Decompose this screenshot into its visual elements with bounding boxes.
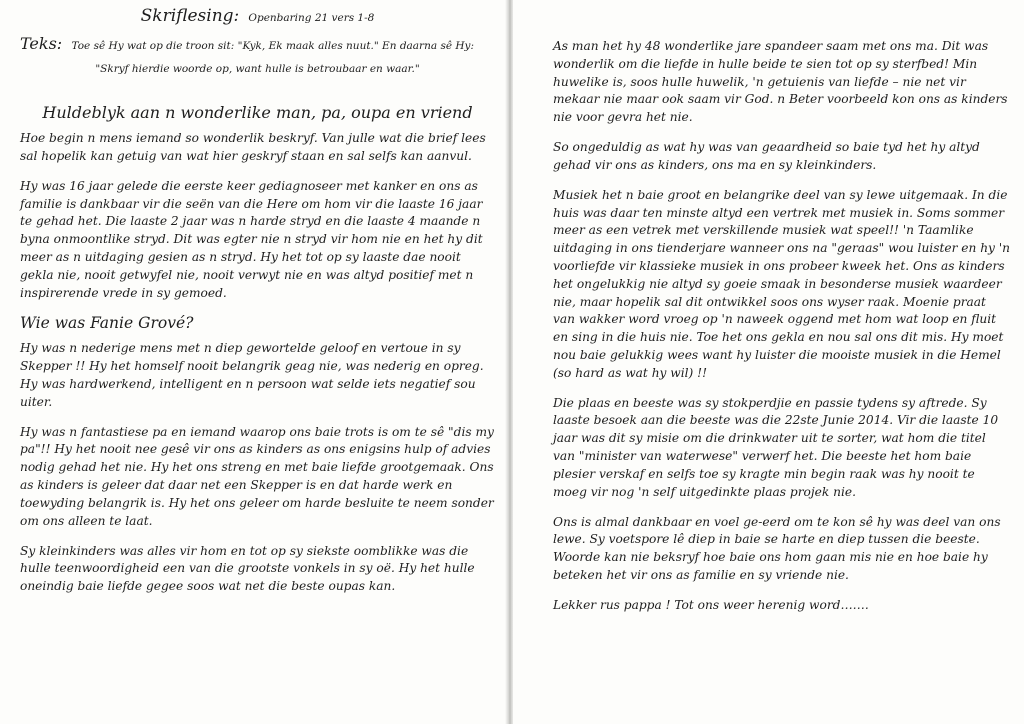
scripture-reading-title: Skriflesing: xyxy=(140,6,240,26)
paragraph: As man het hy 48 wonderlike jare spandeer saam met ons ma. Dit was wonderlik om die liefde in hulle beide te sien tot op sy sterfbed! Min huwelike is, soos hulle huwelik, 'n getuienis van liefde – nie net vir mekaar nie maar ook saam vir God. n Beter voorbeeld kon ons as kinders nie voor gevra het nie. xyxy=(553,39,1008,125)
paragraph: Hoe begin n mens iemand so wonderlik beskryf. Van julle wat die brief lees sal hopelik kan getuig van wat hier geskryf staan en sal selfs kan aanvul. xyxy=(20,131,486,163)
paragraph: Sy kleinkinders was alles vir hom en tot op sy siekste oomblikke was die hulle teenwoordigheid een van die grootste vonkels in sy oë. Hy het hulle oneindig baie liefde gegee soos wat net die beste oupas kan. xyxy=(20,543,475,594)
theme-verse xyxy=(20,32,495,77)
paragraph: Die plaas en beeste was sy stokperdjie en passie tydens sy aftrede. Sy laaste besoek aan die beeste was die 22ste Junie 2014. Vir die laaste 10 jaar was dit sy misie om die drinkwater uit te sorter, wat hom die titel van "minister van waterwese" verwerf het. Die beeste het hom baie plesier verskaf en selfs toe sy kragte min begin raak was hy nooit te moeg vir nog 'n self uitgedinkte plaas projek nie. xyxy=(553,395,999,499)
closing-line: Lekker rus pappa ! Tot ons weer herenig word……. xyxy=(553,597,869,612)
theme-verse-line-2: "Skryf hierdie woorde op, want hulle is betroubaar en waar." xyxy=(95,62,420,75)
paragraph: So ongeduldig as wat hy was van geaardheid so baie tyd het hy altyd gehad vir ons as kinders, ons ma en sy kleinkinders. xyxy=(553,140,980,172)
theme-verse-label: Teks: xyxy=(20,34,63,53)
paragraph: Musiek het n baie groot en belangrike deel van sy lewe uitgemaak. In die huis was daar ten minste altyd een vertrek met musiek in. Soms sommer meer as een vetrek met verskillende musiek wat speel!! 'n Taamlike uitdaging in ons tienderjare wanneer ons na "geraas" wou luister en hy 'n voorliefde vir klassieke musiek in ons probeer kweek het. Ons as kinders het ongelukkig nie altyd sy goeie smaak in besonderse musiek waardeer nie, maar hopelik sal dit ontwikkel soos ons wyser raak. Moenie praat van wakker word vroeg op 'n naweek oggend met hom wat loop en fluit en sing in die huis nie. Toe het ons gekla en nou sal ons dit mis. Hy moet nou baie gelukkig wees want hy luister die mooiste musiek in die Hemel (so hard as wat hy wil) !! xyxy=(553,187,1011,380)
theme-verse-line-1: Toe sê Hy wat op die troon sit: "Kyk, Ek maak alles nuut." En daarna sê Hy: xyxy=(71,40,475,52)
paragraph: Hy was n nederige mens met n diep gewortelde geloof en vertoue in sy Skepper !! Hy het homself nooit belangrik geag nie, was nederig en opreg. Hy was hardwerkend, intelligent en n persoon wat selde iets negatief sou uiter. xyxy=(20,341,484,409)
tribute-heading: Huldeblyk aan n wonderlike man, pa, oupa en vriend xyxy=(42,103,473,123)
section-heading: Wie was Fanie Grové? xyxy=(20,314,194,333)
scripture-reference: Openbaring 21 vers 1-8 xyxy=(248,12,375,24)
left-page xyxy=(0,0,507,724)
right-page xyxy=(513,0,1024,724)
paragraph: Hy was n fantastiese pa en iemand waarop ons baie trots is om te sê "dis my pa"!! Hy het nooit nee gesê vir ons as kinders as ons enigsins hulp of advies nodig gehad het nie. Hy het ons streng en met baie liefde grootgemaak. Ons as kinders is geleer dat daar net een Skepper is en dat harde werk en toewyding belangrik is. Hy het ons geleer om harde besluite te neem sonder om ons alleen te laat. xyxy=(20,424,494,528)
paragraph: Hy was 16 jaar gelede die eerste keer gediagnoseer met kanker en ons as familie is dankbaar vir die seën van die Here om hom vir die laaste 16 jaar te gehad het. Die laaste 2 jaar was n harde stryd en die laaste 4 maande n byna onmoontlike stryd. Dit was egter nie n stryd vir hom nie en het hy dit meer as n uitdaging gesien as n stryd. Hy het tot op sy laaste dae nooit gekla nie, nooit getwyfel nie, nooit verwyt nie en was altyd positief met n inspirerende vrede in sy gemoed. xyxy=(20,178,483,300)
paragraph: Ons is almal dankbaar en voel ge-eerd om te kon sê hy was deel van ons lewe. Sy voetspore lê diep in baie se harte en diep tussen die beeste. Woorde kan nie beksryf hoe baie ons hom gaan mis nie en hoe baie hy beteken het vir ons as familie en sy vriende nie. xyxy=(553,514,1001,582)
scripture-reading-header xyxy=(20,6,495,26)
